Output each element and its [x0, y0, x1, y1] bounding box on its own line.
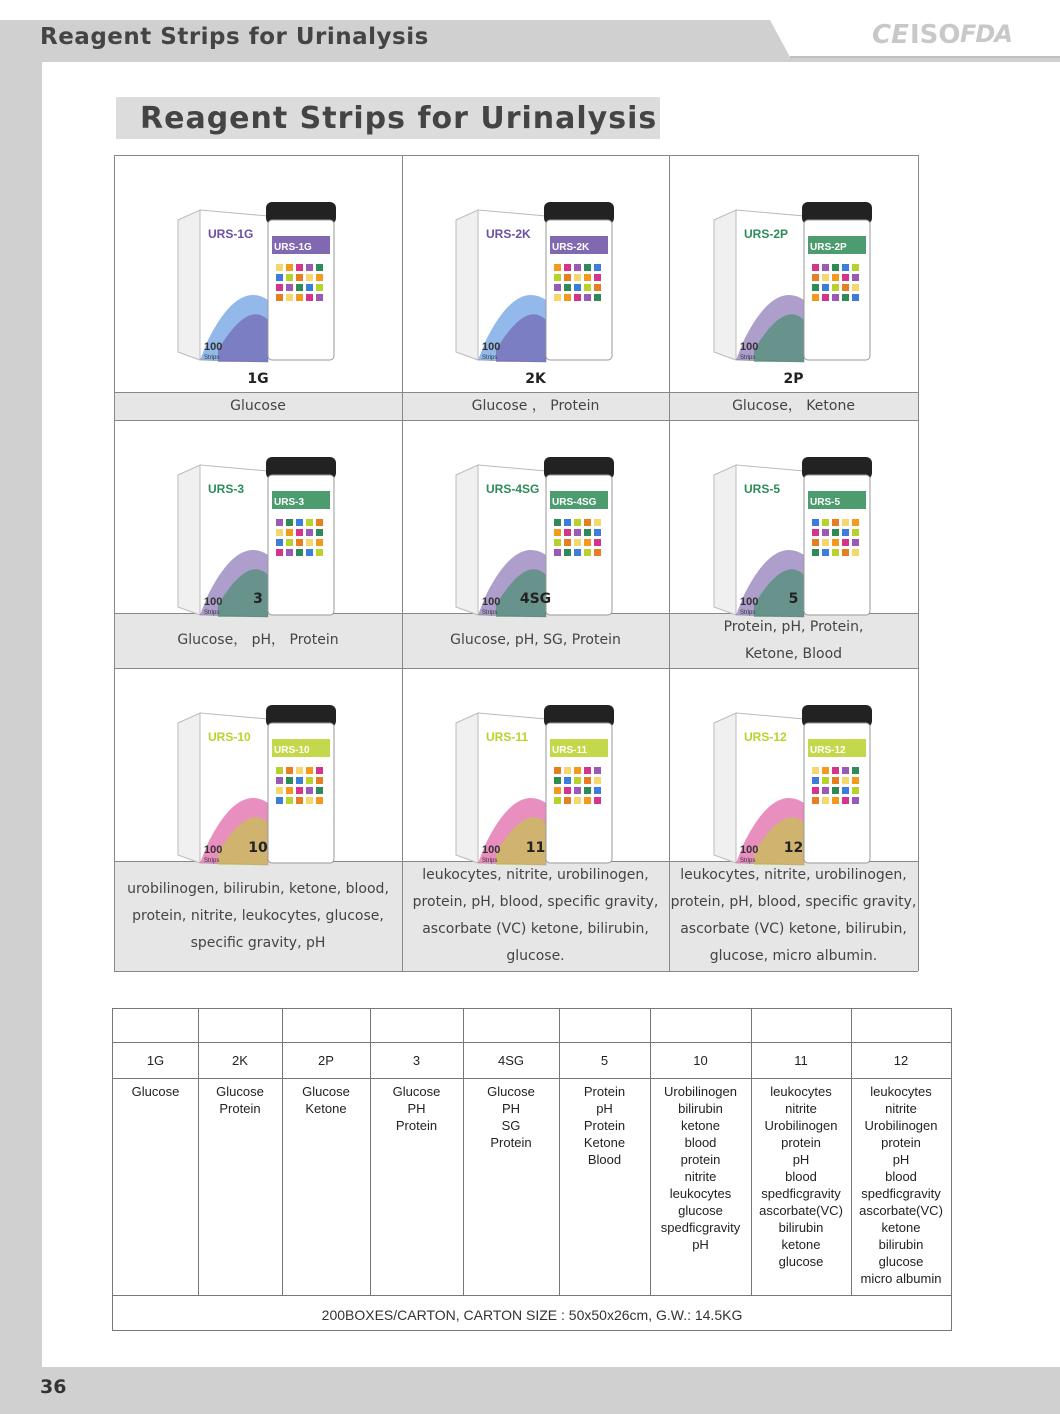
tests-line: leukocytes, nitrite, urobilinogen, — [680, 867, 907, 883]
tests-line: urobilinogen, bilirubin, ketone, blood, — [127, 880, 389, 897]
tests-line: protein, pH, blood, specific gravity, — [412, 894, 659, 910]
spec-test-item: spedficgravity — [660, 1220, 741, 1235]
product-code: 12 — [783, 840, 804, 856]
tests-line: glucose. — [506, 948, 565, 964]
bottle-label: URS-2K — [551, 242, 589, 253]
tests-line: leukocytes, nitrite, urobilinogen, — [422, 867, 649, 883]
product-code: 11 — [525, 840, 546, 856]
product-code: 1G — [247, 371, 269, 387]
product-box-and-bottle-image — [446, 180, 626, 365]
box-label: URS-5 — [743, 482, 780, 496]
spec-test-item: Glucose — [487, 1084, 535, 1099]
spec-test-item: Urobilinogen — [864, 1118, 938, 1133]
strip-count-unit: Strips — [481, 610, 497, 616]
product-code: 3 — [253, 591, 263, 607]
bottle-label: URS-10 — [274, 745, 310, 756]
tests-line: Glucose， Ketone — [732, 397, 855, 414]
spec-test-item: pH — [596, 1101, 613, 1116]
spec-vline — [370, 1009, 371, 1295]
spec-test-item: Ketone — [305, 1101, 347, 1116]
spec-test-item: blood — [885, 1169, 917, 1184]
product-cell-2p — [669, 155, 918, 392]
product-tests — [669, 862, 918, 970]
strip-count: 100 — [204, 596, 223, 608]
strip-count-unit: Strips — [481, 355, 497, 361]
spec-test-item: Glucose — [302, 1084, 350, 1099]
strip-count-unit: Strips — [739, 355, 755, 361]
spec-test-item: blood — [785, 1169, 817, 1184]
spec-tests — [650, 1083, 751, 1253]
product-tests — [114, 876, 402, 957]
bottle-label: URS-1G — [274, 242, 312, 253]
iso-mark: ISO — [910, 20, 961, 50]
spec-code: 4SG — [497, 1053, 524, 1068]
product-box-and-bottle-image — [704, 180, 884, 365]
header-title: Reagent Strips for Urinalysis — [40, 24, 429, 50]
spec-test-item: bilirubin — [878, 1237, 924, 1252]
tests-line: protein, pH, blood, specific gravity, — [670, 894, 917, 910]
tests-line: Protein, pH, Protein, — [723, 618, 864, 635]
spec-tests — [851, 1083, 951, 1287]
spec-test-item: micro albumin — [860, 1271, 942, 1286]
product-code: 4SG — [519, 591, 552, 607]
spec-tests — [282, 1083, 370, 1117]
box-label: URS-10 — [208, 730, 251, 744]
spec-vline — [463, 1009, 464, 1295]
product-cell-1g — [114, 155, 402, 392]
spec-code: 5 — [600, 1053, 609, 1068]
spec-test-item: leukocytes — [669, 1186, 732, 1201]
product-tests — [669, 614, 918, 668]
spec-test-item: Urobilinogen — [664, 1084, 737, 1099]
spec-hline — [113, 1295, 951, 1296]
product-cell-2k — [402, 155, 669, 392]
product-tests — [114, 627, 402, 654]
spec-test-item: ascorbate(VC) — [859, 1203, 943, 1218]
left-margin-band — [0, 0, 42, 1414]
box-label: URS-2K — [485, 227, 531, 241]
spec-test-item: nitrite — [684, 1169, 717, 1184]
product-cell-12 — [669, 668, 918, 864]
spec-test-item: Glucose — [131, 1084, 180, 1099]
spec-test-item: blood — [684, 1135, 717, 1150]
spec-code: 10 — [693, 1053, 708, 1068]
spec-vline — [198, 1009, 199, 1295]
spec-test-item: nitrite — [885, 1101, 917, 1116]
spec-test-item: ketone — [680, 1118, 721, 1133]
spec-code: 12 — [893, 1053, 909, 1068]
tests-line: Glucose ， Protein — [471, 397, 600, 414]
carton-info: 200BOXES/CARTON, CARTON SIZE : 50x50x26cm, G.W.: 14.5KG — [321, 1307, 743, 1323]
strip-count: 100 — [739, 844, 758, 856]
spec-test-item: pH — [692, 1237, 709, 1252]
grid-hline — [114, 971, 918, 972]
spec-test-item: PH — [501, 1101, 521, 1116]
product-cell-10 — [114, 668, 402, 864]
bottle-label: URS-11 — [551, 745, 587, 756]
tests-line: specific gravity, pH — [190, 934, 326, 951]
spec-test-item: PH — [407, 1101, 426, 1116]
spec-tests — [370, 1083, 463, 1134]
spec-test-item: Urobilinogen — [764, 1118, 838, 1133]
product-tests — [402, 393, 669, 420]
spec-test-item: pH — [792, 1152, 810, 1167]
spec-test-item: protein — [781, 1135, 821, 1150]
spec-test-item: Protein — [219, 1101, 261, 1116]
product-code: 10 — [248, 840, 268, 856]
box-label: URS-2P — [743, 227, 788, 241]
spec-code: 1G — [146, 1053, 165, 1068]
bottle-label: URS-12 — [809, 745, 846, 756]
product-box-and-bottle-image — [168, 180, 348, 365]
tests-line: protein, nitrite, leukocytes, glucose, — [132, 907, 384, 924]
footer-band — [0, 1367, 1060, 1414]
product-tests — [402, 627, 669, 654]
strip-count-unit: Strips — [204, 610, 220, 616]
spec-test-item: spedficgravity — [761, 1186, 841, 1201]
spec-hline — [113, 1042, 951, 1043]
strip-count-unit: Strips — [739, 610, 755, 616]
spec-tests — [198, 1083, 282, 1117]
spec-tests — [559, 1083, 650, 1168]
spec-test-item: Protein — [583, 1084, 626, 1099]
spec-test-item: leukocytes — [770, 1084, 832, 1099]
spec-test-item: Blood — [587, 1152, 622, 1167]
header-band — [0, 0, 1060, 62]
product-code: 2P — [783, 371, 804, 387]
spec-test-item: protein — [881, 1135, 921, 1150]
box-label: URS-4SG — [485, 482, 539, 496]
spec-table — [112, 1008, 952, 1331]
spec-test-item: nitrite — [785, 1101, 817, 1116]
box-label: URS-12 — [743, 730, 787, 744]
product-tests — [114, 393, 402, 420]
spec-tests — [751, 1083, 851, 1270]
spec-test-item: spedficgravity — [861, 1186, 941, 1201]
tests-line: ascorbate (VC) ketone, bilirubin, — [680, 921, 907, 937]
strip-count-unit: Strips — [204, 858, 220, 864]
spec-test-item: protein — [680, 1152, 721, 1167]
bottle-label: URS-5 — [809, 497, 840, 508]
bottle-label: URS-3 — [274, 497, 305, 508]
strip-count: 100 — [481, 341, 500, 353]
strip-count-unit: Strips — [739, 858, 755, 864]
spec-test-item: Protein — [583, 1118, 626, 1133]
spec-test-item: glucose — [878, 1254, 924, 1269]
fda-mark: FDA — [960, 20, 1012, 48]
spec-test-item: leukocytes — [870, 1084, 932, 1099]
product-tests — [402, 862, 669, 970]
strip-count: 100 — [204, 341, 223, 353]
grid-vline — [918, 155, 919, 971]
spec-test-item: Protein — [490, 1135, 532, 1150]
tests-line: Glucose, pH, SG, Protein — [450, 632, 621, 648]
spec-hline — [113, 1078, 951, 1079]
product-cell-3 — [114, 420, 402, 616]
strip-count: 100 — [204, 844, 223, 856]
strip-count-unit: Strips — [204, 355, 220, 361]
strip-count: 100 — [481, 844, 500, 856]
tests-line: ascorbate (VC) ketone, bilirubin, — [422, 921, 649, 937]
product-tests — [669, 393, 918, 420]
spec-test-item: ketone — [881, 1220, 921, 1235]
strip-count: 100 — [481, 596, 500, 608]
tests-line: Glucose — [230, 397, 286, 414]
spec-code: 11 — [794, 1053, 808, 1068]
product-cell-4sg — [402, 420, 669, 616]
page-number: 36 — [40, 1376, 67, 1398]
tests-line: Glucose， pH， Protein — [177, 632, 339, 648]
box-label: URS-3 — [208, 482, 245, 496]
ce-mark: CE — [872, 20, 909, 50]
spec-test-item: pH — [892, 1152, 910, 1167]
box-label: URS-11 — [485, 730, 528, 744]
spec-test-item: glucose — [678, 1203, 723, 1218]
spec-tests — [113, 1083, 198, 1100]
product-code: 2K — [525, 371, 546, 387]
spec-test-item: Ketone — [583, 1135, 626, 1150]
tests-line: glucose, micro albumin. — [709, 948, 878, 964]
spec-test-item: SG — [501, 1118, 521, 1133]
bottle-label: URS-2P — [809, 242, 847, 253]
spec-test-item: bilirubin — [678, 1101, 723, 1116]
bottle-label: URS-4SG — [551, 497, 596, 508]
product-code: 5 — [788, 591, 799, 607]
spec-tests — [463, 1083, 559, 1151]
spec-code: 2K — [232, 1053, 248, 1068]
section-title: Reagent Strips for Urinalysis — [140, 101, 658, 136]
strip-count: 100 — [739, 341, 758, 353]
spec-test-item: bilirubin — [778, 1220, 824, 1235]
spec-test-item: Glucose — [216, 1084, 264, 1099]
strip-count-unit: Strips — [481, 858, 497, 864]
spec-vline — [282, 1009, 283, 1295]
spec-code: 3 — [412, 1053, 421, 1068]
spec-test-item: ketone — [781, 1237, 821, 1252]
box-label: URS-1G — [208, 227, 254, 241]
spec-test-item: glucose — [778, 1254, 824, 1269]
product-cell-11 — [402, 668, 669, 864]
spec-test-item: Glucose — [392, 1084, 441, 1099]
spec-test-item: ascorbate(VC) — [759, 1203, 843, 1218]
product-cell-5 — [669, 420, 918, 616]
tests-line: Ketone, Blood — [744, 645, 843, 662]
spec-code: 2P — [318, 1053, 334, 1068]
strip-count: 100 — [739, 596, 758, 608]
spec-test-item: Protein — [395, 1118, 438, 1133]
